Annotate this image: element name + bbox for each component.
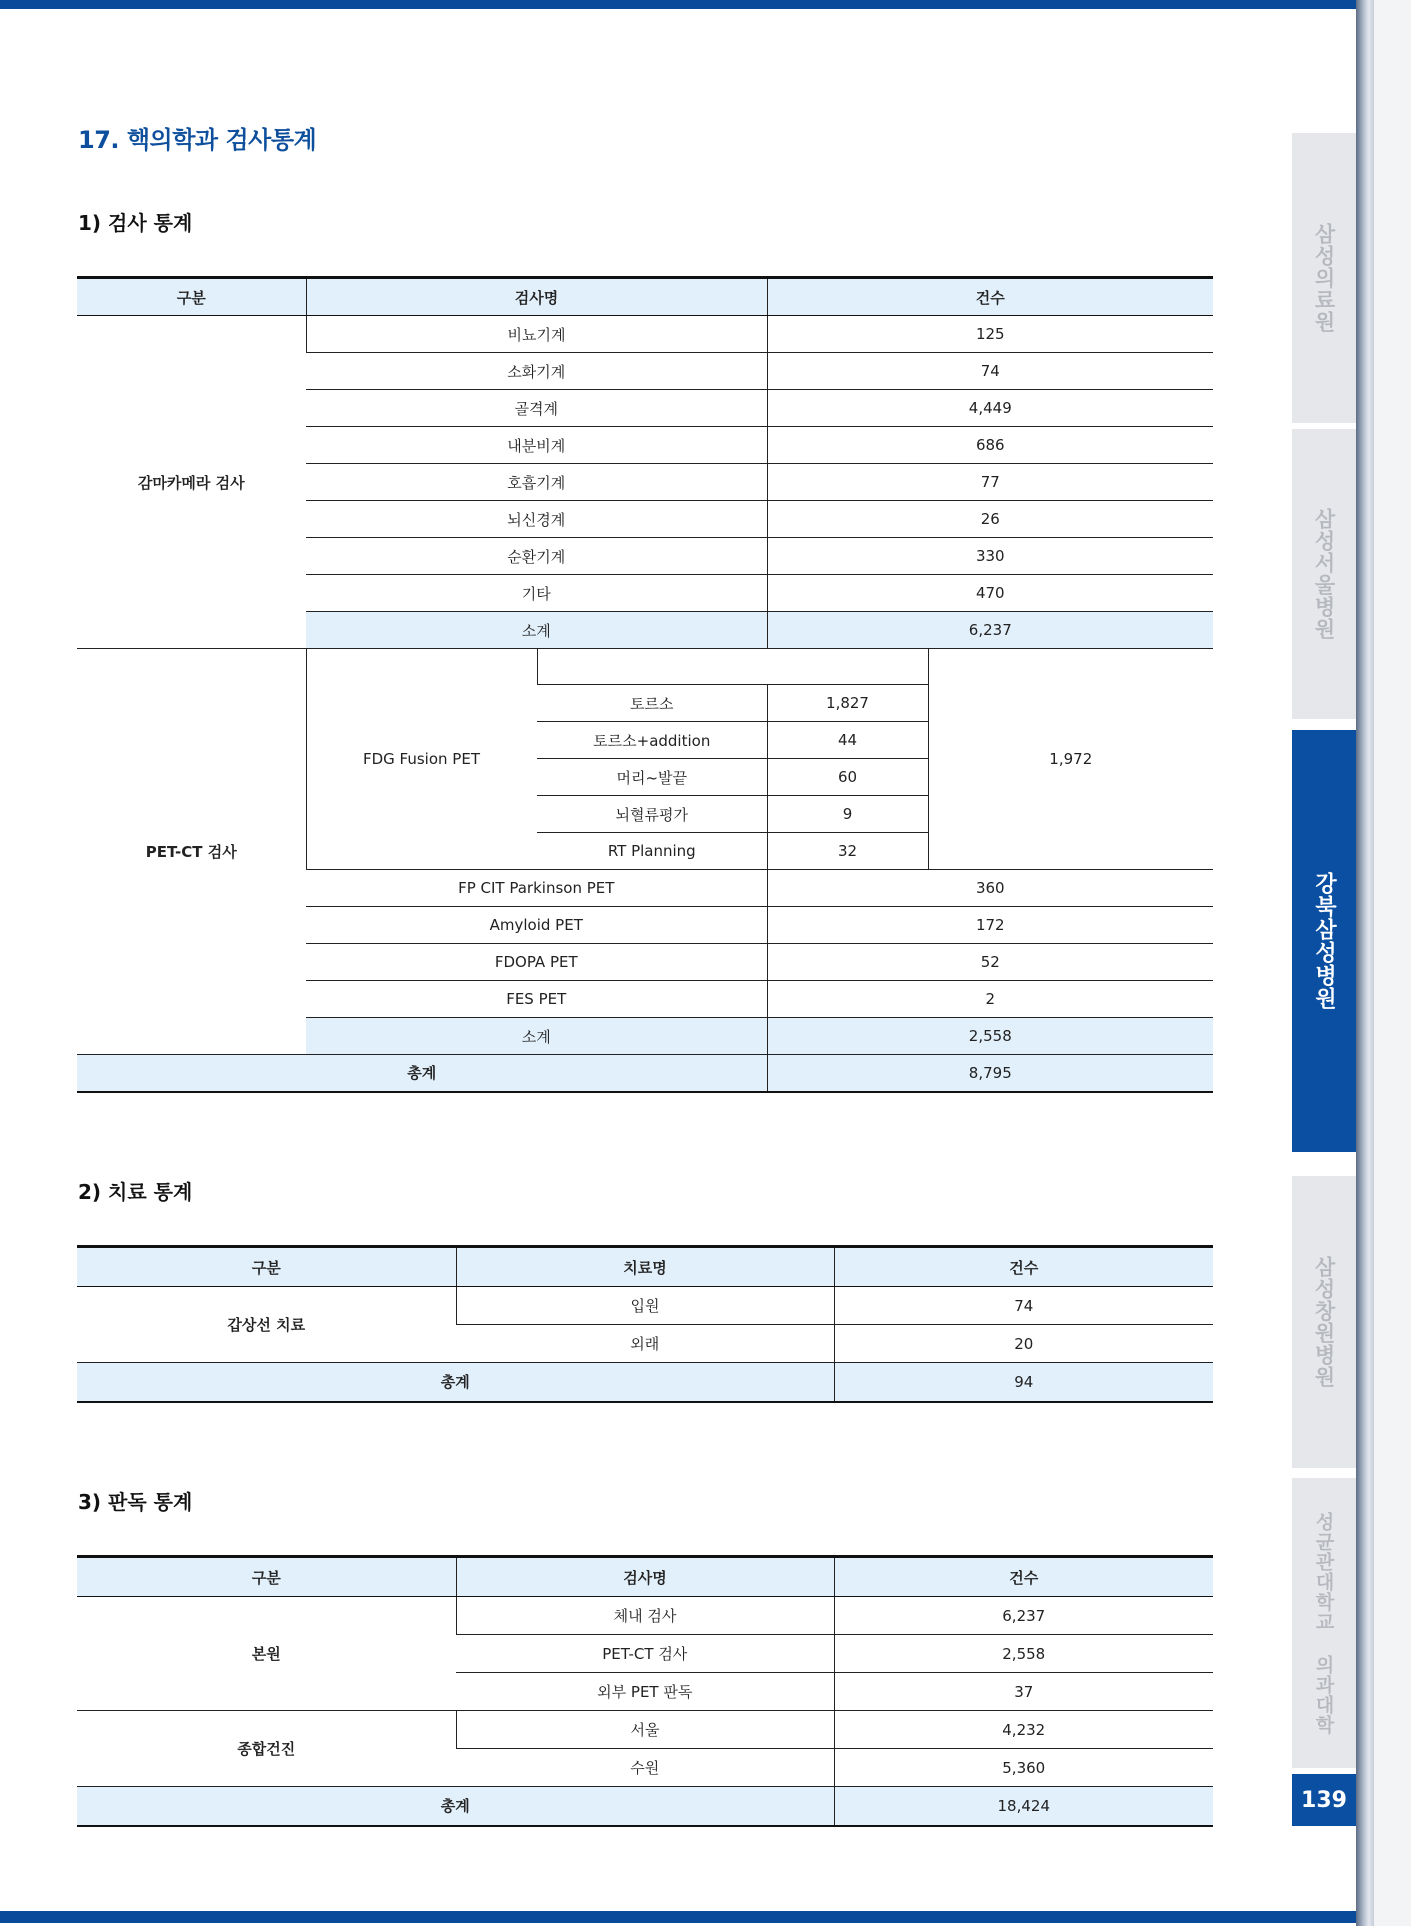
exam-name: FDOPA PET bbox=[306, 944, 767, 981]
reading-count: 37 bbox=[834, 1673, 1213, 1711]
header-count: 건수 bbox=[834, 1557, 1213, 1597]
fdg-sub-name: 토르소 bbox=[537, 685, 767, 722]
exam-name: FP CIT Parkinson PET bbox=[306, 870, 767, 907]
reading-count: 6,237 bbox=[834, 1597, 1213, 1635]
category-health-checkup: 종합건진 bbox=[77, 1711, 456, 1787]
category-main-hospital: 본원 bbox=[77, 1597, 456, 1711]
exam-count: 125 bbox=[767, 316, 1213, 353]
reading-stats-table bbox=[77, 1555, 1213, 1827]
reading-name: 서울 bbox=[456, 1711, 834, 1749]
section1-title: 1) 검사 통계 bbox=[78, 211, 193, 235]
header-exam-name: 검사명 bbox=[456, 1557, 834, 1597]
top-border bbox=[0, 0, 1360, 9]
subtotal-value: 2,558 bbox=[767, 1018, 1213, 1055]
reading-count: 5,360 bbox=[834, 1749, 1213, 1787]
page-number: 139 bbox=[1292, 1774, 1356, 1826]
reading-name: 외부 PET 판독 bbox=[456, 1673, 834, 1711]
total-value: 8,795 bbox=[767, 1055, 1213, 1092]
exam-name: Amyloid PET bbox=[306, 907, 767, 944]
side-tab-kangbuk-samsung-hospital[interactable]: 강북삼성병원 bbox=[1292, 730, 1356, 1152]
exam-count: 74 bbox=[767, 353, 1213, 390]
exam-name: 기타 bbox=[306, 575, 767, 612]
fdg-sub-count: 1,827 bbox=[767, 685, 928, 722]
treatment-stats-table bbox=[77, 1245, 1213, 1403]
total-label: 총계 bbox=[77, 1787, 834, 1826]
exam-stats-table bbox=[77, 276, 1213, 1093]
treatment-name: 입원 bbox=[456, 1287, 834, 1325]
fdg-sub-name: 뇌혈류평가 bbox=[537, 796, 767, 833]
exam-name: 골격계 bbox=[306, 390, 767, 427]
subtotal-label: 소계 bbox=[306, 612, 767, 649]
reading-name: PET-CT 검사 bbox=[456, 1635, 834, 1673]
exam-name: 비뇨기계 bbox=[306, 316, 767, 353]
subtotal-label: 소계 bbox=[306, 1018, 767, 1055]
bottom-border bbox=[0, 1911, 1360, 1923]
category-gamma-camera: 감마카메라 검사 bbox=[77, 316, 306, 649]
header-treatment-name: 치료명 bbox=[456, 1247, 834, 1287]
total-value: 18,424 bbox=[834, 1787, 1213, 1826]
fdg-fusion-pet-label: FDG Fusion PET bbox=[306, 649, 537, 870]
header-count: 건수 bbox=[767, 278, 1213, 316]
exam-count: 77 bbox=[767, 464, 1213, 501]
header-count: 건수 bbox=[834, 1247, 1213, 1287]
exam-name: 소화기계 bbox=[306, 353, 767, 390]
exam-count: 26 bbox=[767, 501, 1213, 538]
fdg-sub-count: 32 bbox=[767, 833, 928, 870]
side-tab-samsung-medical-center[interactable]: 삼성의료원 bbox=[1292, 133, 1356, 423]
exam-count: 686 bbox=[767, 427, 1213, 464]
category-pet-ct: PET-CT 검사 bbox=[77, 649, 306, 1055]
fdg-sub-count: 9 bbox=[767, 796, 928, 833]
page-title: 17. 핵의학과 검사통계 bbox=[78, 126, 317, 154]
exam-name: 뇌신경계 bbox=[306, 501, 767, 538]
exam-count: 470 bbox=[767, 575, 1213, 612]
header-exam-name: 검사명 bbox=[306, 278, 767, 316]
reading-count: 4,232 bbox=[834, 1711, 1213, 1749]
fdg-total: 1,972 bbox=[928, 649, 1213, 870]
total-label: 총계 bbox=[77, 1055, 767, 1092]
exam-count: 330 bbox=[767, 538, 1213, 575]
book-spine bbox=[1356, 0, 1374, 1926]
fdg-sub-name: 머리~발끝 bbox=[537, 759, 767, 796]
section3-title: 3) 판독 통계 bbox=[78, 1490, 193, 1514]
page-edge bbox=[1374, 0, 1411, 1926]
exam-name: 내분비계 bbox=[306, 427, 767, 464]
exam-count: 172 bbox=[767, 907, 1213, 944]
side-tab-skku-medicine[interactable]: 성균관대학교 의과대학 bbox=[1292, 1478, 1356, 1768]
reading-name: 체내 검사 bbox=[456, 1597, 834, 1635]
fdg-spacer bbox=[537, 649, 928, 685]
header-category: 구분 bbox=[77, 1557, 456, 1597]
exam-name: 순환기계 bbox=[306, 538, 767, 575]
category-thyroid-treatment: 갑상선 치료 bbox=[77, 1287, 456, 1363]
exam-name: 호흡기계 bbox=[306, 464, 767, 501]
treatment-count: 74 bbox=[834, 1287, 1213, 1325]
section2-title: 2) 치료 통계 bbox=[78, 1180, 193, 1204]
header-category: 구분 bbox=[77, 1247, 456, 1287]
side-tab-samsung-changwon-hospital[interactable]: 삼성창원병원 bbox=[1292, 1176, 1356, 1468]
treatment-name: 외래 bbox=[456, 1325, 834, 1363]
exam-name: FES PET bbox=[306, 981, 767, 1018]
total-label: 총계 bbox=[77, 1363, 834, 1402]
fdg-sub-name: RT Planning bbox=[537, 833, 767, 870]
exam-count: 52 bbox=[767, 944, 1213, 981]
fdg-sub-count: 44 bbox=[767, 722, 928, 759]
side-tab-samsung-seoul-hospital[interactable]: 삼성서울병원 bbox=[1292, 429, 1356, 719]
total-value: 94 bbox=[834, 1363, 1213, 1402]
header-category: 구분 bbox=[77, 278, 306, 316]
subtotal-value: 6,237 bbox=[767, 612, 1213, 649]
exam-count: 360 bbox=[767, 870, 1213, 907]
reading-count: 2,558 bbox=[834, 1635, 1213, 1673]
fdg-sub-name: 토르소+addition bbox=[537, 722, 767, 759]
fdg-sub-count: 60 bbox=[767, 759, 928, 796]
exam-count: 2 bbox=[767, 981, 1213, 1018]
treatment-count: 20 bbox=[834, 1325, 1213, 1363]
reading-name: 수원 bbox=[456, 1749, 834, 1787]
exam-count: 4,449 bbox=[767, 390, 1213, 427]
